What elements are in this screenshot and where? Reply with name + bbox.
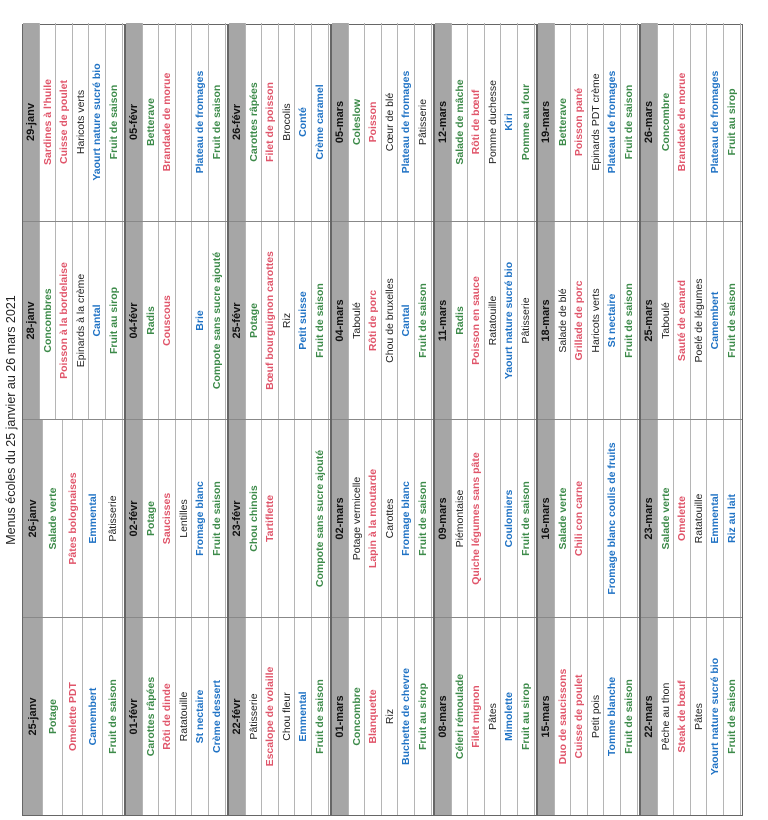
menu-item: Pêche au thon — [658, 618, 675, 815]
menu-item: Brandade de morue — [159, 23, 176, 221]
menu-item: Epinards à la crème — [73, 222, 90, 419]
menu-item: St nectaire — [604, 222, 621, 419]
menu-item: Brie — [192, 222, 209, 419]
day-header: 02-mars — [332, 420, 349, 617]
menu-item: Salade verte — [43, 420, 63, 617]
menu-item: Emmental — [295, 618, 312, 815]
menu-item: Chili con carne — [571, 420, 588, 617]
day-header: 01-févr — [126, 618, 143, 815]
menu-item: Plateau de fromages — [707, 23, 724, 221]
menu-item — [691, 23, 708, 221]
menu-item — [176, 23, 193, 221]
menu-item: Fruit de saison — [312, 618, 329, 815]
menu-item: Ratatouille — [691, 420, 708, 617]
menu-item: Cuisse de poulet — [571, 618, 588, 815]
day-column — [538, 221, 639, 419]
menu-item: Potage — [246, 222, 263, 419]
menu-item — [176, 222, 193, 419]
day-column — [23, 221, 124, 419]
menu-item: Tartiflette — [262, 420, 279, 617]
menu-item: Salade verte — [555, 420, 572, 617]
week-block — [22, 24, 125, 816]
menu-item: Chou chinois — [246, 420, 263, 617]
menu-item: Quiche légumes sans pâte — [468, 420, 485, 617]
menu-item: Rôti de bœuf — [468, 23, 485, 221]
menu-item — [279, 420, 296, 617]
day-column — [23, 23, 124, 221]
menu-item: Plateau de fromages — [192, 23, 209, 221]
day-column — [23, 617, 124, 815]
menu-item: Poisson en sauce — [468, 222, 485, 419]
menu-item: Crème caramel — [312, 23, 329, 221]
menu-item: Fruit de saison — [209, 420, 226, 617]
menu-item: Yaourt nature sucré bio — [89, 23, 106, 221]
day-column — [332, 419, 433, 617]
menu-item: Cantal — [398, 222, 415, 419]
menu-item: Céleri rémoulade — [452, 618, 469, 815]
day-header: 26-févr — [229, 23, 246, 221]
menu-item: Compote sans sucre ajouté — [312, 420, 329, 617]
day-header: 12-mars — [435, 23, 452, 221]
menu-item: Buchette de chevre — [398, 618, 415, 815]
menu-item: Fruit de saison — [621, 23, 638, 221]
menu-item: Pâtisserie — [518, 222, 535, 419]
menu-item: Fruit de saison — [724, 222, 741, 419]
day-column — [332, 221, 433, 419]
day-column — [126, 221, 227, 419]
day-header: 02-févr — [126, 420, 143, 617]
menu-item: Filet de poisson — [262, 23, 279, 221]
menu-item: Yaourt nature sucré bio — [707, 618, 724, 815]
week-block — [434, 24, 537, 816]
day-header: 29-janv — [23, 23, 40, 221]
menu-item: Plateau de fromages — [398, 23, 415, 221]
menu-item: Fruit de saison — [415, 420, 432, 617]
menu-item: Radis — [452, 222, 469, 419]
day-column — [126, 419, 227, 617]
menu-item: Cœur de blé — [382, 23, 399, 221]
menu-item: Epinards PDT crème — [588, 23, 605, 221]
menu-item: Haricots verts — [588, 222, 605, 419]
day-header: 23-mars — [641, 420, 658, 617]
menu-item: Potage — [143, 420, 160, 617]
menu-item: Grillade de porc — [571, 222, 588, 419]
menu-item: Mimolette — [501, 618, 518, 815]
menu-item: Fruit au sirop — [415, 618, 432, 815]
menu-item — [588, 420, 605, 617]
menu-item: Potage — [43, 618, 63, 815]
menu-item — [621, 420, 638, 617]
menu-item — [485, 420, 502, 617]
menu-item: Poelé de légumes — [691, 222, 708, 419]
menu-item: Radis — [143, 222, 160, 419]
day-column — [126, 617, 227, 815]
menu-item: Brocolis — [279, 23, 296, 221]
menu-item: Pâtes — [691, 618, 708, 815]
menu-item: Cantal — [89, 222, 106, 419]
menu-item: Sardines à l'huile — [40, 23, 57, 221]
day-header: 01-mars — [332, 618, 349, 815]
day-header: 26-mars — [641, 23, 658, 221]
menu-item: Steak de bœuf — [674, 618, 691, 815]
menu-item: Rôti de porc — [365, 222, 382, 419]
menu-item: Taboulé — [349, 222, 366, 419]
day-header: 04-févr — [126, 222, 143, 419]
week-block — [640, 24, 743, 816]
day-header: 23-févr — [229, 420, 246, 617]
menu-item: Riz — [279, 222, 296, 419]
menu-item: Carottes — [382, 420, 399, 617]
menu-item: Filet mignon — [468, 618, 485, 815]
day-column — [538, 419, 639, 617]
menu-item: Carottes râpées — [246, 23, 263, 221]
day-column — [229, 23, 330, 221]
day-header: 04-mars — [332, 222, 349, 419]
day-header: 19-mars — [538, 23, 555, 221]
menu-item: Potage vermicelle — [349, 420, 366, 617]
menu-item: Fruit de saison — [103, 618, 123, 815]
menu-item: Taboulé — [658, 222, 675, 419]
menu-item: Fruit au sirop — [724, 23, 741, 221]
day-column — [641, 221, 742, 419]
menu-item: Omelette PDT — [63, 618, 83, 815]
menu-item: Escalope de volaille — [262, 618, 279, 815]
menu-item: Fruit de saison — [209, 23, 226, 221]
menu-item: Pâtisserie — [246, 618, 263, 815]
week-block — [228, 24, 331, 816]
menu-item: Coulomiers — [501, 420, 518, 617]
menu-item: Betterave — [143, 23, 160, 221]
menu-item: Riz — [382, 618, 399, 815]
day-header: 05-mars — [332, 23, 349, 221]
menu-item: Duo de saucissons — [555, 618, 572, 815]
menu-item: Couscous — [159, 222, 176, 419]
menu-item: Ratatouille — [485, 222, 502, 419]
menu-item: St nectaire — [192, 618, 209, 815]
menu-item: Saucisses — [159, 420, 176, 617]
day-column — [641, 419, 742, 617]
day-column — [435, 221, 536, 419]
menu-item: Fruit au sirop — [518, 618, 535, 815]
day-header: 08-mars — [435, 618, 452, 815]
menu-item: Pâtes — [485, 618, 502, 815]
menu-item: Conté — [295, 23, 312, 221]
day-header: 15-mars — [538, 618, 555, 815]
menu-item: Riz au lait — [724, 420, 741, 617]
menu-item: Bœuf bourguignon carottes — [262, 222, 279, 419]
menu-item: Salade de blé — [555, 222, 572, 419]
menu-item: Fromage blanc coulis de fruits — [604, 420, 621, 617]
menu-item: Tomme blanche — [604, 618, 621, 815]
day-header: 18-mars — [538, 222, 555, 419]
menu-item: Petit suisse — [295, 222, 312, 419]
menu-item: Camembert — [707, 222, 724, 419]
menu-item: Rôti de dinde — [159, 618, 176, 815]
menu-item: Lapin à la moutarde — [365, 420, 382, 617]
menu-sheet — [0, 20, 748, 820]
menu-item: Fromage blanc — [398, 420, 415, 617]
menu-title: Menus écoles du 25 janvier au 26 mars 2021 — [4, 295, 18, 545]
menu-item: Crème dessert — [209, 618, 226, 815]
menu-item: Ratatouille — [176, 618, 193, 815]
day-column — [435, 617, 536, 815]
menu-item: Fromage blanc — [192, 420, 209, 617]
day-header: 22-févr — [229, 618, 246, 815]
menu-item: Concombre — [658, 23, 675, 221]
day-column — [538, 617, 639, 815]
week-block — [331, 24, 434, 816]
menu-grid — [22, 24, 744, 816]
day-header: 11-mars — [435, 222, 452, 419]
menu-item: Salade verte — [658, 420, 675, 617]
menu-item: Betterave — [555, 23, 572, 221]
day-header: 09-mars — [435, 420, 452, 617]
menu-item: Fruit de saison — [415, 222, 432, 419]
day-column — [126, 23, 227, 221]
menu-item: Fruit de saison — [106, 23, 123, 221]
menu-item: Chou fleur — [279, 618, 296, 815]
menu-item: Haricots verts — [73, 23, 90, 221]
menu-item: Pomme au four — [518, 23, 535, 221]
menu-item: Piémontaise — [452, 420, 469, 617]
day-header: 22-mars — [641, 618, 658, 815]
menu-item: Pomme duchesse — [485, 23, 502, 221]
menu-item: Petit pois — [588, 618, 605, 815]
day-column — [641, 617, 742, 815]
day-column — [229, 221, 330, 419]
menu-item: Fruit au sirop — [106, 222, 123, 419]
menu-item: Cuisse de poulet — [56, 23, 73, 221]
day-column — [229, 419, 330, 617]
day-column — [435, 23, 536, 221]
menu-item: Fruit de saison — [518, 420, 535, 617]
day-header: 16-mars — [538, 420, 555, 617]
day-column — [538, 23, 639, 221]
menu-item: Camembert — [83, 618, 103, 815]
menu-item: Omelette — [674, 420, 691, 617]
day-column — [229, 617, 330, 815]
menu-item: Pâtes bolognaises — [63, 420, 83, 617]
day-column — [435, 419, 536, 617]
menu-item: Poisson pané — [571, 23, 588, 221]
menu-item: Compote sans sucre ajouté — [209, 222, 226, 419]
menu-item: Fruit de saison — [621, 222, 638, 419]
day-header: 26-janv — [23, 420, 43, 617]
day-header: 25-janv — [23, 618, 43, 815]
day-header: 25-févr — [229, 222, 246, 419]
menu-item: Chou de bruxelles — [382, 222, 399, 419]
menu-item: Poisson à la bordelaise — [56, 222, 73, 419]
menu-item: Salade de mâche — [452, 23, 469, 221]
day-column — [23, 419, 124, 617]
menu-item: Brandade de morue — [674, 23, 691, 221]
menu-item: Poisson — [365, 23, 382, 221]
menu-item: Sauté de canard — [674, 222, 691, 419]
week-block — [125, 24, 228, 816]
menu-item: Fruit de saison — [724, 618, 741, 815]
menu-item: Yaourt nature sucré bio — [501, 222, 518, 419]
day-header: 28-janv — [23, 222, 40, 419]
day-column — [332, 617, 433, 815]
week-block — [537, 24, 640, 816]
menu-item: Carottes râpées — [143, 618, 160, 815]
menu-item: Coleslow — [349, 23, 366, 221]
day-header: 25-mars — [641, 222, 658, 419]
menu-item: Concombres — [40, 222, 57, 419]
day-column — [332, 23, 433, 221]
day-column — [641, 23, 742, 221]
menu-item — [295, 420, 312, 617]
menu-item: Fruit de saison — [621, 618, 638, 815]
menu-item: Emmental — [707, 420, 724, 617]
menu-item: Pâtisserie — [103, 420, 123, 617]
menu-item: Pâtisserie — [415, 23, 432, 221]
menu-item: Blanquette — [365, 618, 382, 815]
menu-item: Plateau de fromages — [604, 23, 621, 221]
menu-item: Fruit de saison — [312, 222, 329, 419]
menu-item: Concombre — [349, 618, 366, 815]
menu-item: Emmental — [83, 420, 103, 617]
menu-item: Kiri — [501, 23, 518, 221]
menu-item: Lentilles — [176, 420, 193, 617]
day-header: 05-févr — [126, 23, 143, 221]
